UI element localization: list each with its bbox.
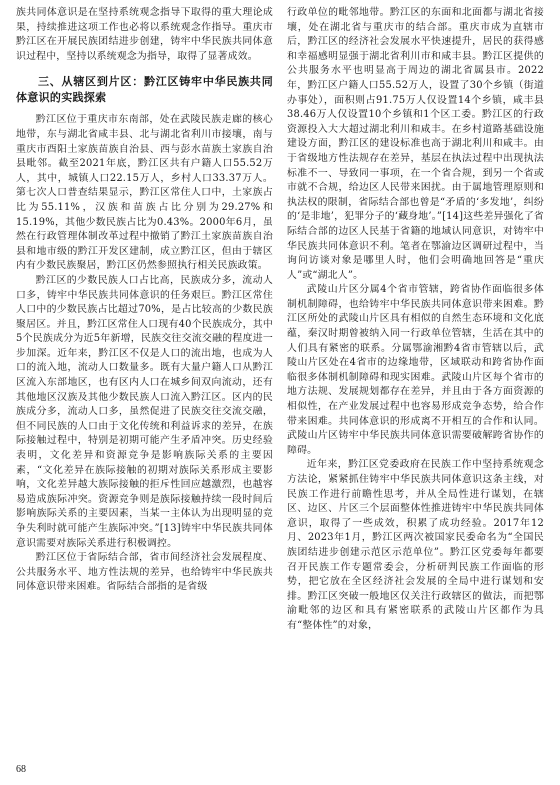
intro-paragraph: 族共同体意识是在坚持系统观念指导下取得的重大理论成果，持续推进这项工作也必将以系统观念作指导。重庆市黔江区在开展民族团结进步创建，铸牢中华民族共同体意识过程中，坚持以系统观念为指导，取得了显著成效。 — [16, 7, 273, 62]
left-column — [16, 6, 273, 595]
body-paragraph: 行政单位的毗邻地带。黔江区的东面和北面都与湖北省接壤，处在湖北省与重庆市的结合部。重庆市成为直辖市后，黔江区的经济社会发展水平快速提升，居民的获得感和幸福感明显强于湖北省利川市和咸丰县。黔江区提供的公共服务水平也明显高于周边的湖北省属县市。2022年，黔江区户籍人口55.52万人，设置了30个乡镇（街道办事处），面积则占91.75万人仅设置14个乡镇，咸丰县38.46万人仅设置10个乡镇和1个区工委。黔江区的行政资源投入大大超过湖北利川和咸丰。在乡村道路基础设施建设方面，黔江区的建设标准也高于湖北利川和咸丰。由于省级地方性法规存在差异，基层在执法过程中出现执法标准不一、导致同一事项，在一个省合规，到另一个省或市就不合规，给边区人民带来困扰。由于属地管理原则和执法权的限制，省际结合部也曾是“矛盾的‘多发地’，纠纷的‘是非地’，犯罪分子的‘藏身地’。”[14]这些差异强化了省际结合部的边区人民基于省籍的地域认同意识，对铸牢中华民族共同体意识不利。笔者在鄂渝边区调研过程中，当询问访谈对象是哪里人时，他们会明确地回答是“重庆人”或“湖北人”。 — [287, 7, 544, 281]
right-column — [287, 6, 544, 634]
body-paragraph: 黔江区位于省际结合部，省市间经济社会发展程度、公共服务水平、地方性法规的差异，也给铸牢中华民族共同体意识带来困难。省际结合部指的是省级 — [16, 552, 273, 593]
body-paragraph: 近年来，黔江区党委政府在民族工作中坚持系统观念方法论，紧紧抓住铸牢中华民族共同体意识这条主线，对民族工作进行前瞻性思考，并从全局性进行谋划，在辖区、边区、片区三个层面整体性推进铸牢中华民族共同体意识，取得了一些成效，积累了成功经验。2017年12月、2023年1月，黔江区两次被国家民委命名为“全国民族团结进步创建示范区示范单位”。黔江区党委每年都要召开民族工作专题常委会，分析研判民族工作面临的形势，把它放在全区经济社会发展的全局中进行谋划和安排。黔江区突破一般地区仅关注行政辖区的做法，而把鄂渝毗邻的边区和具有紧密联系的武陵山片区都作为具有“整体性”的对象， — [287, 459, 544, 631]
body-paragraph: 黔江区的少数民族人口占比高，民族成分多，流动人口多，铸牢中华民族共同体意识的任务艰巨。黔江区常住人口中的少数民族占比超过70%，是占比较高的少数民族聚居区。并且，黔江区常住人口现有40个民族成分，其中5个民族成分为近5年新增，民族交往交流交融的程度进一步加深。近年来，黔江区不仅是人口的流出地，也成为人口的流入地，流动人口数量多。既有大量户籍人口从黔江区流入东部地区，也有区内人口在城乡间双向流动，还有其他地区汉族及其他少数民族人口流入黔江区。区内的民族成分多，流动人口多，虽然促进了民族交往交流交融，但不同民族的人口由于文化传统和利益诉求的差异，在族际接触过程中，特别是初期可能产生矛盾冲突。历史经验表明，文化差异和资源竞争是影响族际关系的主要因素，“文化差异在族际接触的初期对族际关系形成主要影响，文化差异越大族际接触的拒斥性回应越激烈，也越容易造成族际冲突。资源竞争则是族际接触持续一段时间后影响族际关系的主要因素，当某一主体认为出现明显的竞争失利时就可能产生族际冲突。”[13]铸牢中华民族共同体意识需要对族际关系进行积极调控。 — [16, 274, 273, 549]
section-heading: 三、从辖区到片区：黔江区铸牢中华民族共同体意识的实践探索 — [16, 75, 273, 104]
body-paragraph: 武陵山片区分属4个省市管辖，跨省协作面临很多体制机制障碍，也给铸牢中华民族共同体意识带来困难。黔江区所处的武陵山片区具有相似的自然生态环境和文化底蕴，秦汉时期曾被纳入同一行政单位管辖，生活在其中的人们具有紧密的联系。分属鄂渝湘黔4省市管辖以后，武陵山片区处在4省市的边缘地带，区域联动和跨省协作面临很多体制机制障碍和现实困难。武陵山片区每个省市的地方法规、发展规划都存在差异，并且由于各方面资源的相似性，在产业发展过程中也容易形成竞争态势，给合作带来困难。共同体意识的形成离不开相互的合作和认同。武陵山片区铸牢中华民族共同体意识需要破解跨省协作的障碍。 — [287, 284, 544, 456]
page-number: 68 — [16, 764, 26, 775]
body-paragraph: 黔江区位于重庆市东南部，处在武陵民族走廊的核心地带，东与湖北省咸丰县、北与湖北省利川市接壤，南与重庆市酉阳土家族苗族自治县、西与彭水苗族土家族自治县毗邻。截至2021年底，黔江区共有户籍人口55.52万人，其中，城镇人口22.15万人，乡村人口33.37万人。第七次人口普查结果显示，黔江区常住人口中，土家族占比为55.11%，汉族和苗族占比分别为29.27%和15.19%，其他少数民族占比为0.43%。2000年6月，虽然在行政管理体制改革过程中撤销了黔江土家族苗族自治县和地市级的黔江开发区建制，成立黔江区，但由于辖区内有少数民族聚居，黔江区仍然参照执行相关民族政策。 — [16, 114, 273, 272]
